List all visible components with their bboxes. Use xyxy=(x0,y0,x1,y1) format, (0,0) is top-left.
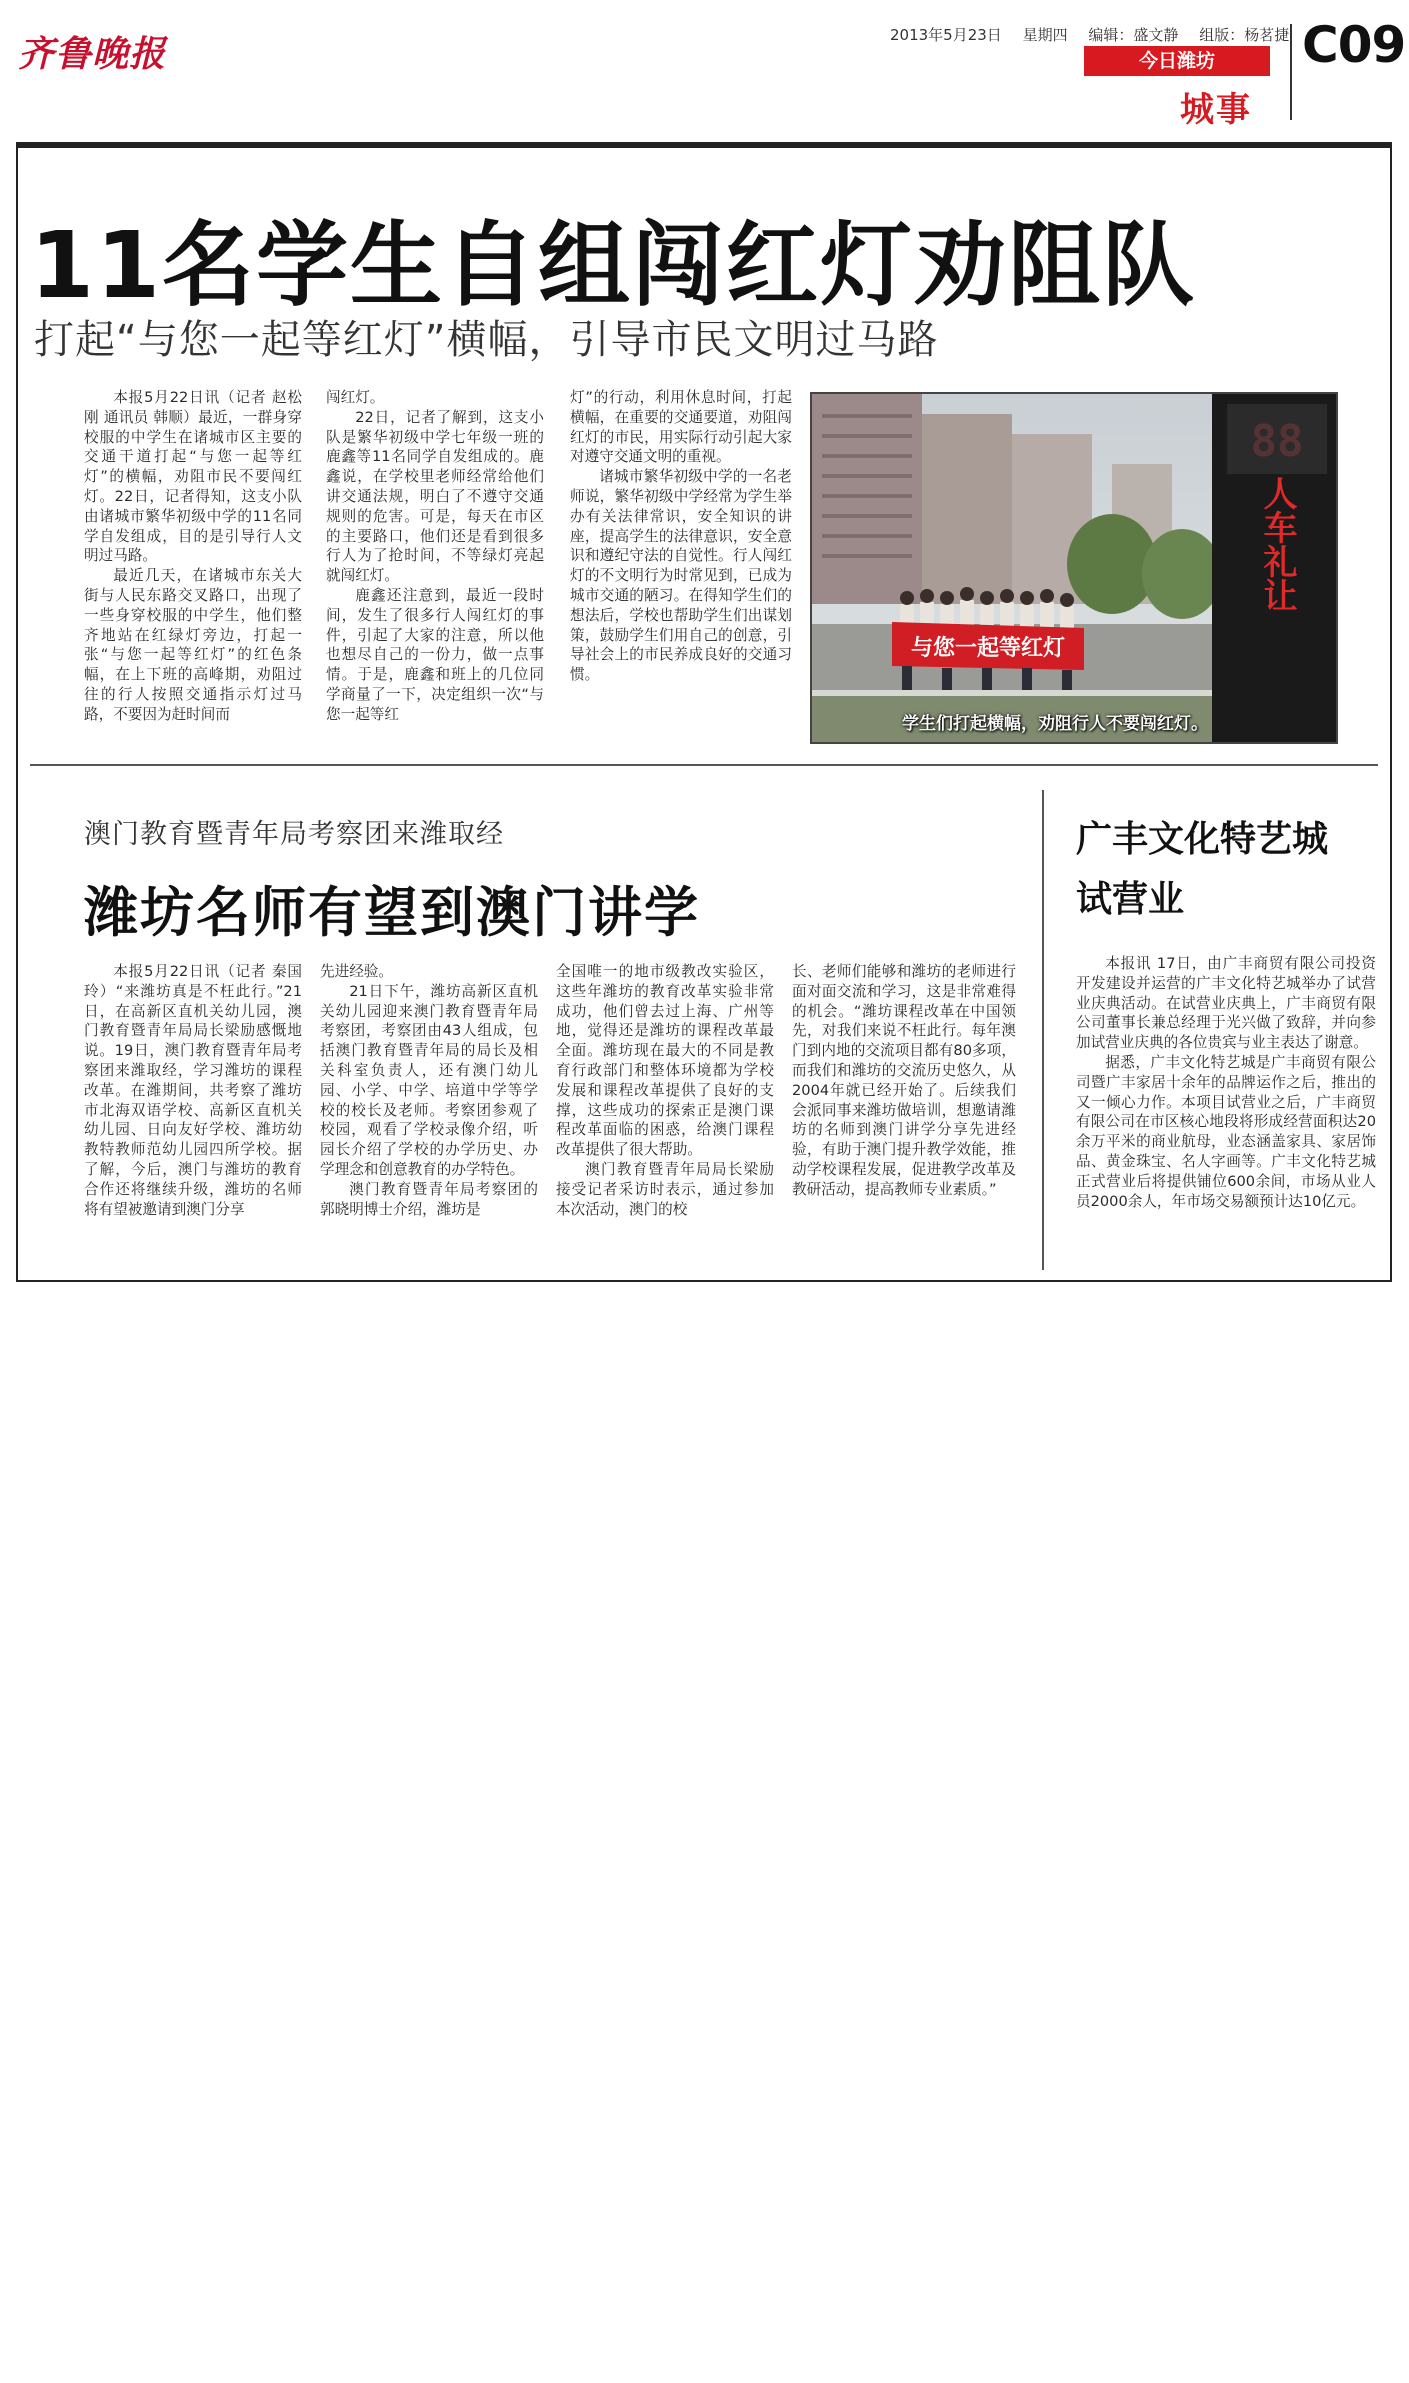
side-paragraph: 据悉，广丰文化特艺城是广丰商贸有限公司暨广丰家居十余年的品牌运作之后，推出的又一倾心力作。本项目试营业之后，广丰商贸有限公司在市区核心地段将形成经营面积达20余万平米的商业航母，业态涵盖家具、家居饰品、黄金珠宝、名人字画等。广丰文化特艺城正式营业后将提供铺位600余间，市场从业人员2000余人，年市场交易额预计达10亿元。 xyxy=(1076,1053,1376,1210)
lead-paragraph: 诸城市繁华初级中学的一名老师说，繁华初级中学经常为学生举办有关法律常识，安全知识的讲座，提高学生的法律意识，安全意识和遵纪守法的自觉性。行人闯红灯的不文明行为时常见到，已成为城市交通的陋习。在得知学生们的想法后，学校也帮助学生们出谋划策，鼓励学生们用自己的创意，引导社会上的市民养成良好的交通习惯。 xyxy=(570,468,792,684)
lead-paragraph: 最近几天，在诸城市东关大街与人民东路交叉路口，出现了一些身穿校服的中学生，他们整齐地站在红绿灯旁边，打起一张“与您一起等红灯”的红色条幅，在上下班的高峰期，劝阻过往的行人按照交通指示灯过马路，不要因为赶时间而 xyxy=(84,567,302,723)
photo-illustration xyxy=(812,394,1336,742)
story2-paragraph: 澳门教育暨青年局考察团的郭晓明博士介绍，潍坊是 xyxy=(320,1180,538,1218)
section-name: 城事 xyxy=(1180,90,1252,130)
story2-column-4 xyxy=(792,962,1016,1200)
banner-text: 与您一起等红灯 xyxy=(910,636,1066,661)
section-badge: 今日潍坊 xyxy=(1084,46,1270,76)
lead-paragraph: 本报5月22日讯（记者 赵松刚 通讯员 韩顺）最近，一群身穿校服的中学生在诸城市区主要的交通干道打起“与您一起等红灯”的横幅，劝阻市民不要闯红灯。22日，记者得知，这支小队由诸城市繁华初级中学的11名同学自发组成，目的是引导行人文明过马路。 xyxy=(84,389,302,565)
side-paragraph: 本报讯 17日，由广丰商贸有限公司投资开发建设并运营的广丰文化特艺城举办了试营业庆典活动。在试营业庆典上，广丰商贸有限公司董事长兼总经理于光兴做了致辞，并向参加试营业庆典的各位贵宾与业主表达了谢意。 xyxy=(1076,955,1376,1052)
lead-column-3 xyxy=(570,388,792,685)
story2-paragraph: 全国唯一的地市级教改实验区，这些年潍坊的教育改革实验非常成功，他们曾去过上海、广州等地，觉得还是潍坊的课程改革最全面。潍坊现在最大的不同是教育行政部门和整体环境都为学校发展和课程改革提供了良好的支撑，这些成功的探索正是澳门课程改革面临的困惑，给澳门课程改革提供了很大帮助。 xyxy=(556,963,774,1159)
lead-column-1 xyxy=(84,388,302,725)
editor-credit: 编辑：盛文静 xyxy=(1088,26,1179,44)
lead-headline: 11名学生自组闯红灯劝阻队 xyxy=(30,212,1197,319)
layout-credit: 组版：杨茗捷 xyxy=(1199,26,1290,44)
side-headline xyxy=(1076,810,1328,930)
photo-caption: 学生们打起横幅，劝阻行人不要闯红灯。 xyxy=(902,714,1208,734)
column-divider xyxy=(1042,790,1044,1270)
lead-photo xyxy=(810,392,1338,744)
story2-paragraph: 21日下午，潍坊高新区直机关幼儿园迎来澳门教育暨青年局考察团，考察团由43人组成，包括澳门教育暨青年局的局长及相关科室负责人，还有澳门幼儿园、小学、中学、培道中学等学校的校长及老师。考察团参观了校园，观看了学校录像介绍，听园长介绍了学校的办学历史、办学理念和创意教育的办学特色。 xyxy=(320,982,538,1178)
lead-paragraph: 22日，记者了解到，这支小队是繁华初级中学七年级一班的鹿鑫等11名同学自发组成的。鹿鑫说，在学校里老师经常给他们讲交通法规，明白了不遵守交通规则的危害。可是，每天在市区的主要路口，他们还是看到很多行人为了抢时间，不等绿灯亮起就闯红灯。 xyxy=(326,408,544,585)
lead-column-2 xyxy=(326,388,544,725)
lead-subhead: 打起“与您一起等红灯”横幅，引导市民文明过马路 xyxy=(34,317,939,363)
story2-headline: 潍坊名师有望到澳门讲学 xyxy=(84,881,700,944)
story2-paragraph: 本报5月22日讯（记者 秦国玲）“来潍坊真是不枉此行。”21日，在高新区直机关幼儿园，澳门教育暨青年局局长梁励感慨地说。19日，澳门教育暨青年局考察团来潍取经，学习潍坊的课程改革。在潍期间，共考察了潍坊市北海双语学校、高新区直机关幼儿园、日向友好学校、潍坊幼教特教师范幼儿园四所学校。据了解，今后，澳门与潍坊的教育合作还将继续升级，潍坊的名师将有望被邀请到澳门分享 xyxy=(84,963,302,1218)
section-divider xyxy=(30,764,1378,766)
side-headline-line2: 试营业 xyxy=(1076,879,1185,920)
story2-column-3 xyxy=(556,962,774,1219)
header-divider xyxy=(1290,24,1292,120)
side-column xyxy=(1076,954,1376,1211)
side-headline-line1: 广丰文化特艺城 xyxy=(1076,819,1329,860)
signal-text: 人车礼让 xyxy=(1257,476,1297,612)
issue-weekday: 星期四 xyxy=(1022,26,1068,44)
lead-paragraph: 灯”的行动，利用休息时间，打起横幅，在重要的交通要道，劝阻闯红灯的市民，用实际行动引起大家对遵守交通文明的重视。 xyxy=(570,389,792,466)
story2-paragraph: 先进经验。 xyxy=(320,963,393,980)
story2-paragraph: 长、老师们能够和潍坊的老师进行面对面交流和学习，这是非常难得的机会。“潍坊课程改革在中国领先，对我们来说不枉此行。每年澳门到内地的交流项目都有80多项，而我们和潍坊的交流历史悠久，从2004年就已经开始了。后续我们会派同事来潍坊做培训，想邀请潍坊的名师到澳门讲学分享先进经验，有助于澳门提升教学效能，推动学校课程发展，促进教学改革及教研活动，提高教师专业素质。” xyxy=(792,963,1016,1198)
issue-meta xyxy=(890,24,1305,45)
page-number: C09 xyxy=(1302,16,1406,74)
story2-paragraph: 澳门教育暨青年局局长梁励接受记者采访时表示，通过参加本次活动，澳门的校 xyxy=(556,1160,774,1218)
lead-paragraph: 闯红灯。 xyxy=(326,389,385,406)
story2-column-2 xyxy=(320,962,538,1219)
svg-text:88: 88 xyxy=(1250,416,1304,467)
lead-paragraph: 鹿鑫还注意到，最近一段时间，发生了很多行人闯红灯的事件，引起了大家的注意，所以他也想尽自己的一份力，做一点事情。于是，鹿鑫和班上的几位同学商量了一下，决定组织一次“与您一起等红 xyxy=(326,586,544,723)
story2-column-1 xyxy=(84,962,302,1219)
newspaper-logo: 齐鲁晚报 xyxy=(18,33,167,75)
issue-date: 2013年5月23日 xyxy=(890,26,1002,44)
story2-kicker: 澳门教育暨青年局考察团来潍取经 xyxy=(84,819,504,850)
